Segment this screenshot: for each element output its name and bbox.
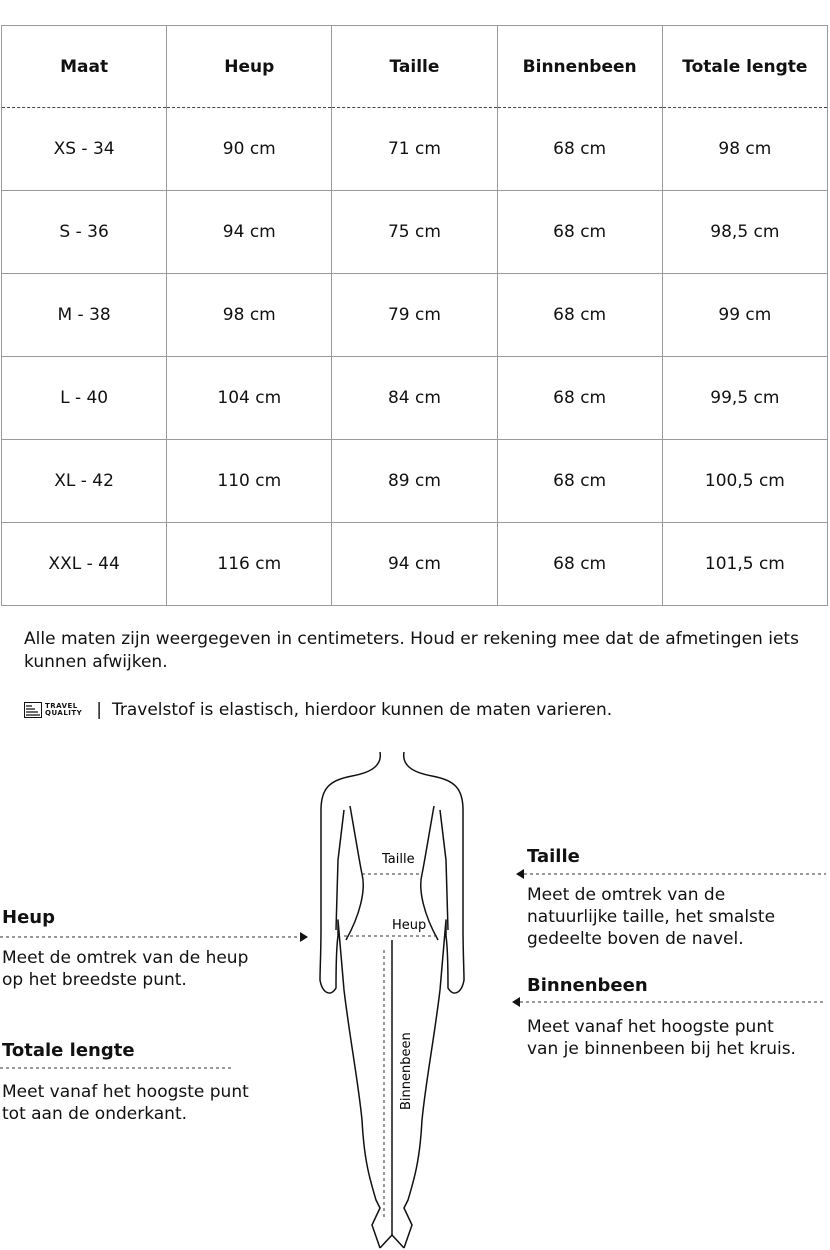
table-cell: 75 cm — [332, 191, 497, 274]
table-cell: XS - 34 — [2, 108, 167, 191]
table-cell: 99,5 cm — [662, 357, 827, 440]
table-cell: 94 cm — [332, 523, 497, 606]
table-cell: 84 cm — [332, 357, 497, 440]
travel-quality-icon — [24, 702, 42, 718]
travel-quality-text: Travelstof is elastisch, hierdoor kunnen de maten varieren. — [111, 700, 613, 720]
figure-taille-label: Taille — [382, 852, 415, 867]
heup-legend-line: op het breedste punt. — [2, 970, 187, 990]
column-header-taille: Taille — [332, 26, 497, 108]
table-cell: 101,5 cm — [662, 523, 827, 606]
table-row — [2, 191, 828, 274]
table-cell: 116 cm — [167, 523, 332, 606]
column-header-totale-lengte: Totale lengte — [662, 26, 827, 108]
heup-legend-text — [2, 947, 248, 991]
table-cell: 100,5 cm — [662, 440, 827, 523]
table-cell: 94 cm — [167, 191, 332, 274]
separator: | — [96, 700, 102, 720]
size-table-container — [1, 25, 828, 606]
figure-heup-label: Heup — [392, 918, 427, 933]
taille-arrow-icon — [516, 869, 524, 879]
binnenbeen-legend-line: Meet vanaf het hoogste punt — [527, 1017, 774, 1037]
taille-legend-line: natuurlijke taille, het smalste — [527, 907, 776, 927]
table-row — [2, 274, 828, 357]
table-cell: 98 cm — [167, 274, 332, 357]
taille-legend-text — [527, 884, 775, 950]
table-row — [2, 357, 828, 440]
heup-legend-title: Heup — [2, 907, 55, 928]
figure-binnenbeen-label: Binnenbeen — [399, 1032, 414, 1110]
table-cell: L - 40 — [2, 357, 167, 440]
measurement-note: Alle maten zijn weergegeven in centimeters. Houd er rekening mee dat de afmetingen iets kunnen afwijken. — [24, 629, 799, 672]
table-cell: 68 cm — [497, 357, 662, 440]
table-cell: S - 36 — [2, 191, 167, 274]
binnenbeen-legend-text — [527, 1016, 796, 1060]
table-cell: 98 cm — [662, 108, 827, 191]
column-header-heup: Heup — [167, 26, 332, 108]
heup-legend-line: Meet de omtrek van de heup — [2, 948, 249, 968]
table-cell: 89 cm — [332, 440, 497, 523]
totale-lengte-legend-title: Totale lengte — [2, 1040, 135, 1061]
table-cell: 90 cm — [167, 108, 332, 191]
taille-legend-line: Meet de omtrek van de — [527, 885, 726, 905]
size-table — [1, 25, 828, 606]
table-cell: 98,5 cm — [662, 191, 827, 274]
taille-legend-title: Taille — [527, 846, 580, 867]
binnenbeen-arrow-icon — [512, 997, 520, 1007]
travel-quality-logo — [24, 702, 82, 718]
table-row — [2, 523, 828, 606]
table-row — [2, 440, 828, 523]
table-cell: 68 cm — [497, 108, 662, 191]
column-header-binnenbeen: Binnenbeen — [497, 26, 662, 108]
table-cell: 79 cm — [332, 274, 497, 357]
table-cell: 68 cm — [497, 191, 662, 274]
travel-quality-line — [24, 700, 612, 720]
table-cell: 99 cm — [662, 274, 827, 357]
quality-word: QUALITY — [45, 709, 83, 717]
table-cell: XXL - 44 — [2, 523, 167, 606]
table-cell: 71 cm — [332, 108, 497, 191]
table-cell: 68 cm — [497, 523, 662, 606]
table-cell: XL - 42 — [2, 440, 167, 523]
binnenbeen-legend-line: van je binnenbeen bij het kruis. — [527, 1039, 796, 1059]
table-cell: M - 38 — [2, 274, 167, 357]
binnenbeen-legend-title: Binnenbeen — [527, 975, 648, 996]
totale-lengte-legend-line: Meet vanaf het hoogste punt — [2, 1082, 249, 1102]
totale-lengte-legend-text — [2, 1081, 249, 1125]
heup-arrow-icon — [300, 932, 308, 942]
table-cell: 68 cm — [497, 440, 662, 523]
table-cell: 104 cm — [167, 357, 332, 440]
totale-lengte-legend-line: tot aan de onderkant. — [2, 1104, 188, 1124]
table-row — [2, 108, 828, 191]
travel-word: TRAVEL — [45, 702, 78, 710]
table-cell: 68 cm — [497, 274, 662, 357]
column-header-maat: Maat — [2, 26, 167, 108]
body-figure-diagram — [0, 740, 830, 1250]
table-cell: 110 cm — [167, 440, 332, 523]
taille-legend-line: gedeelte boven de navel. — [527, 929, 744, 949]
table-header-row — [2, 26, 828, 108]
travel-quality-wordmark — [45, 703, 82, 717]
body-outline — [320, 752, 464, 1248]
